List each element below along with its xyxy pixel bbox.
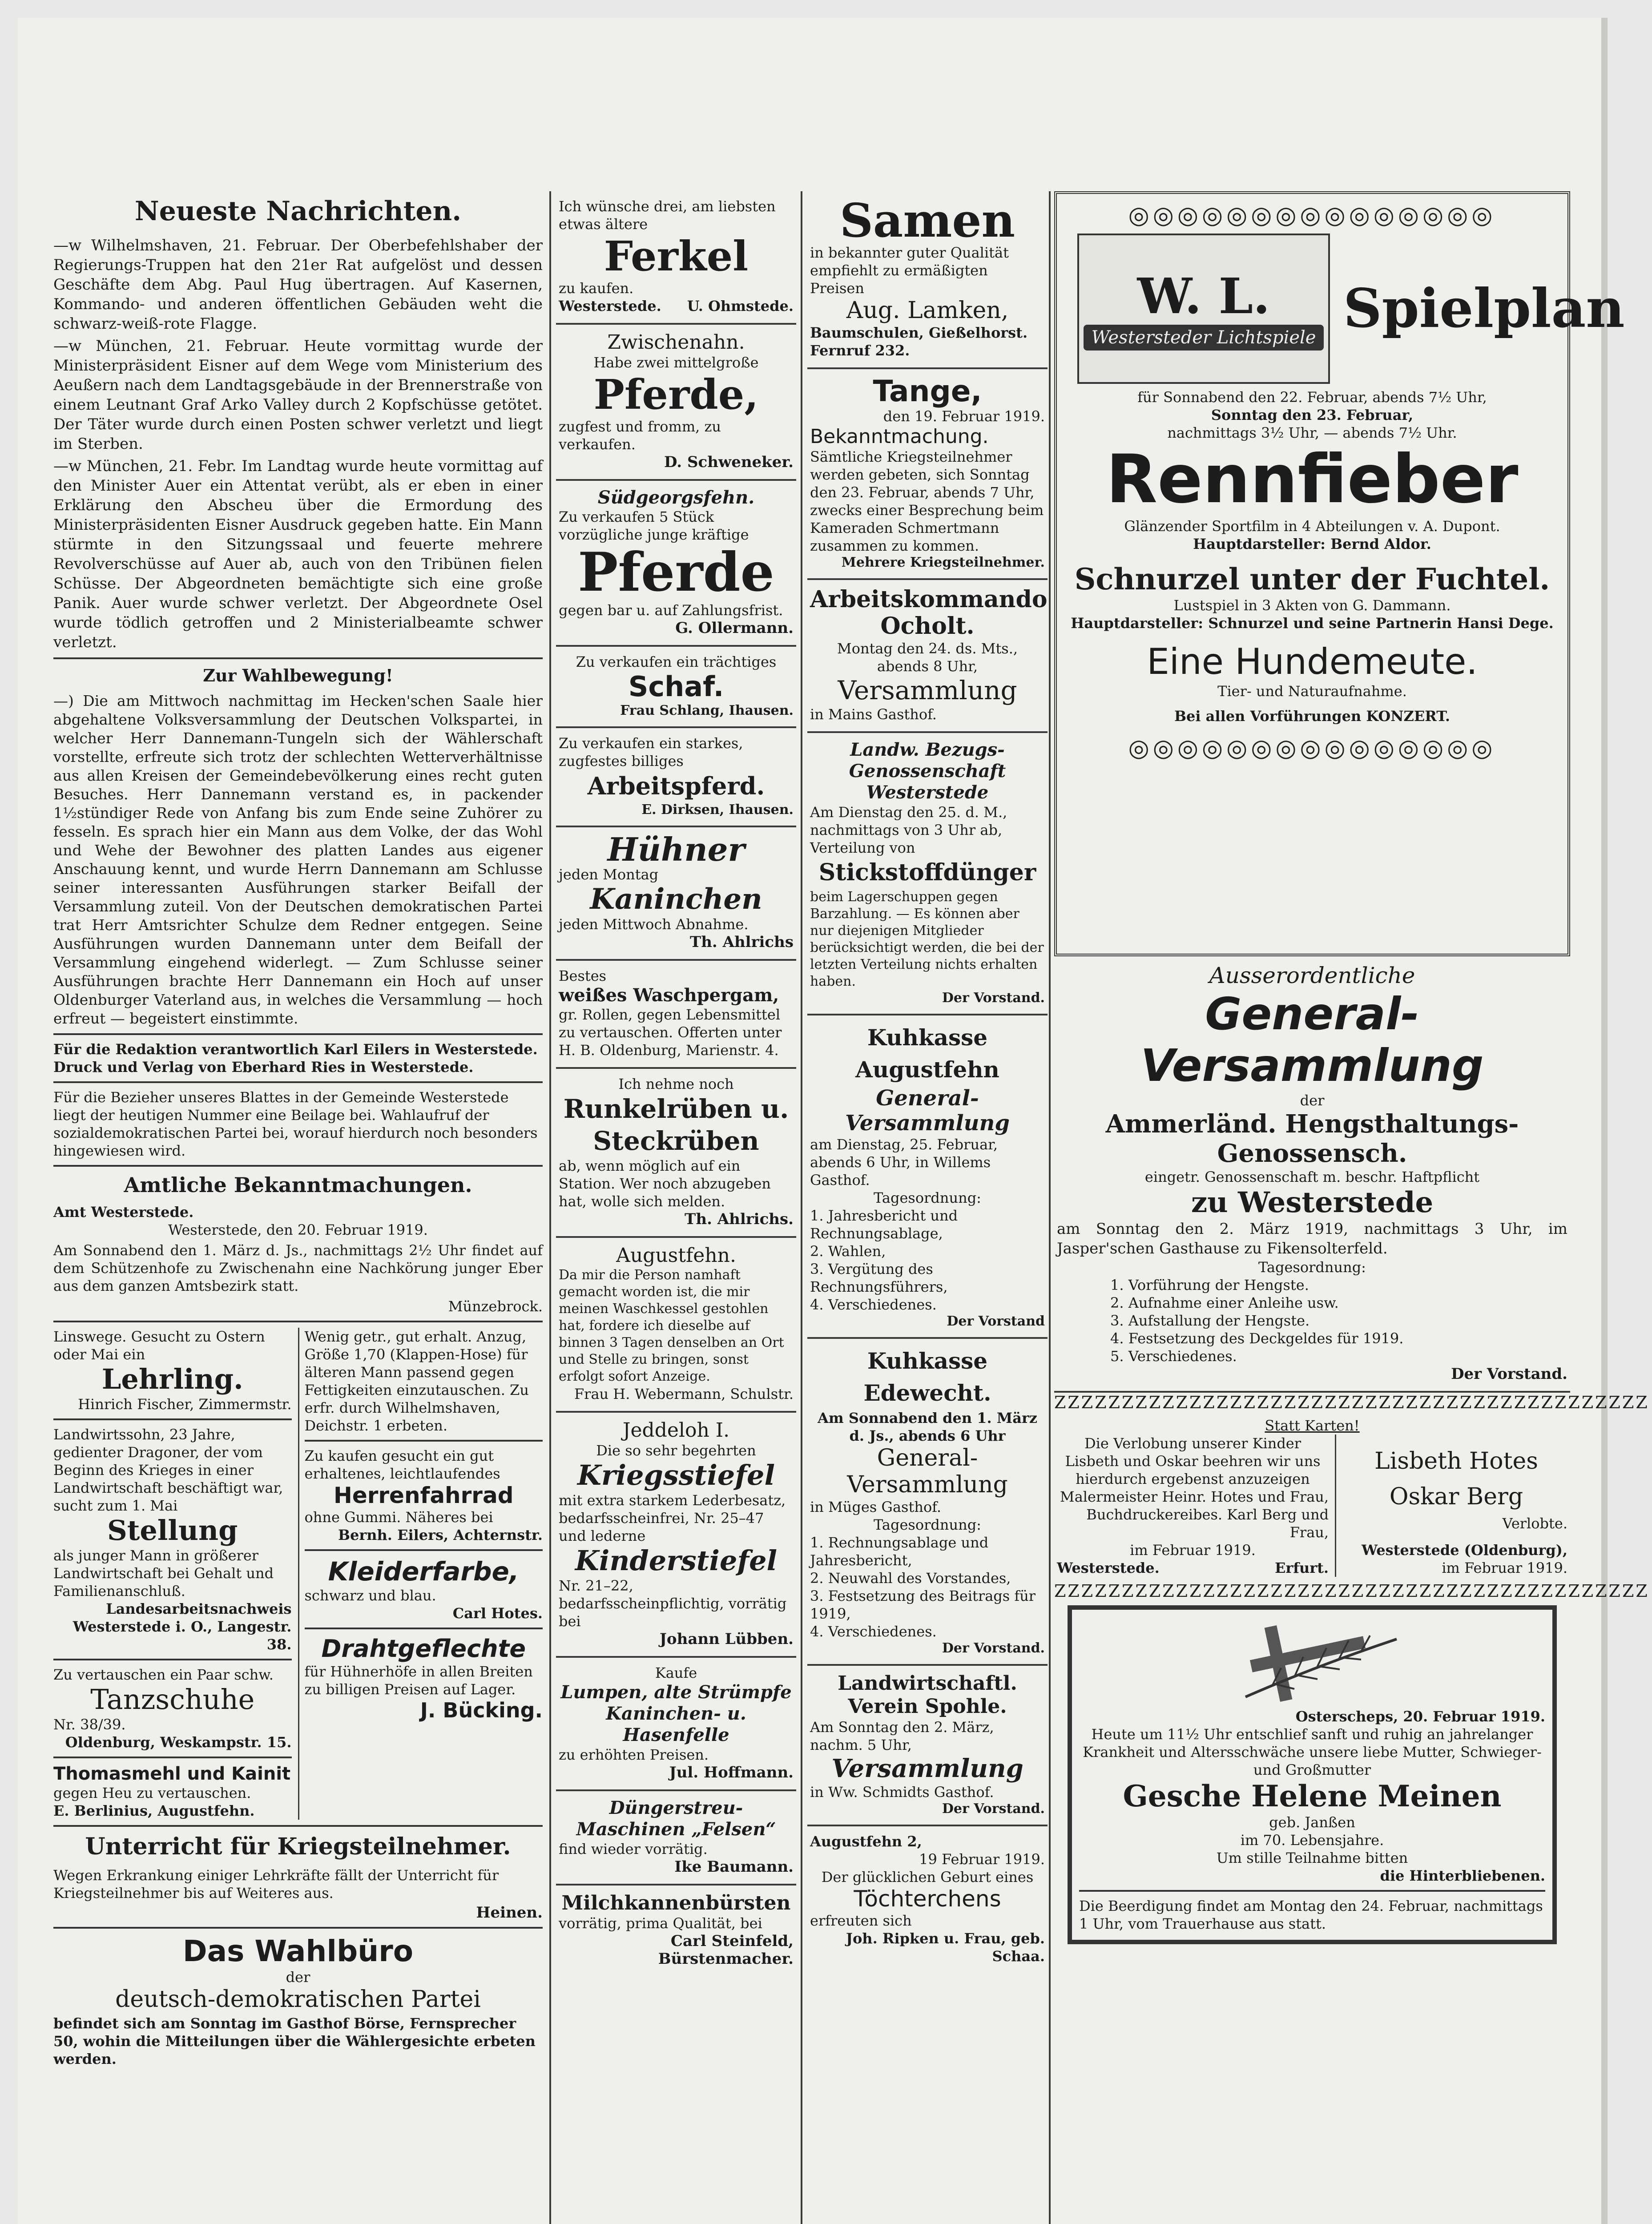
tod-age: im 70. Lebensjahre. (1240, 1832, 1384, 1849)
kk2-place: in Müges Gasthof. (810, 1499, 942, 1515)
ad-lichtspiele (1054, 191, 1625, 956)
verl-parent-1: Malermeister Heinr. Hotes und Frau, (1060, 1488, 1329, 1505)
kk1-item: 3. Vergütung des Rechnungsführers, (810, 1261, 948, 1295)
ad-tange (807, 369, 1048, 580)
pferde2-top: Zu verkaufen 5 Stück vorzügliche junge kräftige (559, 508, 749, 543)
swirl-border-icon: ◎◎◎◎◎◎◎◎◎◎◎◎◎◎◎ (1128, 734, 1496, 762)
logo-letters: W. L. (1137, 267, 1270, 325)
swirl-border-icon: ◎◎◎◎◎◎◎◎◎◎◎◎◎◎◎ (1128, 201, 1496, 229)
zigzag-rule: ZZZZZZZZZZZZZZZZZZZZZZZZZZZZZZZZZZZZZZZZZZZZ (1054, 1581, 1649, 1601)
schaf-top: Zu verkaufen ein trächtiges (576, 653, 777, 670)
verl-date-2: im Februar 1919. (1442, 1559, 1567, 1576)
ad-schaf (556, 647, 796, 728)
divider (53, 1927, 543, 1929)
verl-label: Verlobte. (1502, 1515, 1567, 1532)
verlobung-grid (1057, 1434, 1567, 1577)
newspaper-page (18, 18, 1649, 2224)
ak-place: in Mains Gasthof. (810, 706, 937, 723)
herren-top: Zu kaufen gesucht ein gut erhaltenes, leichtlaufendes (304, 1447, 500, 1482)
column-ads-3 (807, 191, 1048, 2224)
logo-banner: Westersteder Lichtspiele (1084, 325, 1324, 351)
kriegs-text: mit extra starkem Lederbesatz, bedarfsscheinfrei, Nr. 25–47 und lederne (559, 1492, 786, 1544)
divider (53, 1825, 543, 1827)
ad-kuhkasse-edewecht (807, 1339, 1048, 1666)
kk2-item: 3. Festsetzung des Beitrags für 1919, (810, 1587, 1036, 1622)
ad-milch (556, 1886, 796, 1976)
lichtspiele-header (1077, 234, 1625, 384)
verl-date: im Februar 1919. (1130, 1542, 1256, 1559)
ad-generalversammlung (1054, 956, 1570, 1393)
kk2-text: Am Sonnabend den 1. März d. Js., abends 6 Uhr (818, 1410, 1037, 1444)
film-hundemeute: Eine Hundemeute. (1147, 641, 1478, 682)
spielplan-date-2: Sonntag den 23. Februar, (1211, 407, 1414, 423)
divider (53, 657, 543, 659)
lehrling-big: Lehrling. (101, 1363, 243, 1395)
ad-kuhkasse-augustfehn (807, 1015, 1048, 1339)
amtlich-title: Amtliche Bekanntmachungen. (124, 1173, 472, 1197)
milch-big: Milchkannenbürsten (561, 1892, 791, 1914)
milch-text: vorrätig, prima Qualität, bei (559, 1915, 762, 1932)
tanz-sig: Oldenburg, Weskampstr. 15. (65, 1734, 292, 1751)
wahlbuero-der: der (286, 1969, 310, 1986)
thomas-text: gegen Heu zu vertauschen. (53, 1785, 251, 1801)
small-ads-right (298, 1328, 543, 1820)
spielplan-date: für Sonnabend den 22. Februar, abends 7½ Uhr, (1137, 389, 1487, 406)
kk1-big: General-Versammlung (845, 1086, 1010, 1136)
arbeit-sig: E. Dirksen, Ihausen. (641, 802, 794, 818)
ad-pferde-2 (556, 481, 796, 647)
divider (53, 1757, 292, 1758)
kaninchen-sig: Th. Ahlrichs (689, 933, 794, 951)
samen-name: Aug. Lamken, (846, 297, 1009, 324)
ad-waschpergam (556, 961, 796, 1069)
ad-ferkel (556, 191, 796, 325)
ad-todesanzeige (1068, 1605, 1557, 1944)
arbeit-big: Arbeitspferd. (587, 772, 765, 800)
herren-sig: Bernh. Eilers, Achternstr. (338, 1527, 543, 1543)
rennfieber-text: Glänzender Sportfilm in 4 Abteilungen v. A. Dupont. (1124, 518, 1500, 535)
film-schnurzel: Schnurzel unter der Fuchtel. (1074, 562, 1550, 596)
gv-place: zu Westerstede (1191, 1186, 1434, 1219)
geburt-text2: erfreuten sich (810, 1912, 912, 1929)
small-ads-left (53, 1328, 292, 1820)
spohle-sig: Der Vorstand. (942, 1801, 1045, 1817)
divider (53, 1659, 292, 1660)
amt-sig: Münzebrock. (448, 1298, 543, 1315)
divider (305, 1628, 543, 1629)
news-item: —w München, 21. Februar. Heute vormittag wurde der Ministerpräsident Eisner auf dem Wege vom Ministerium des Aeußern nach dem Landtagsgebäude in der Brennerstraße von einem Leutnant Graf Arko Valley durch 2 Kopfschüsse getötet. Der Täter wurde durch einen Posten schwer verletzt und liegt im Sterben. (53, 337, 543, 453)
bgw-text: Am Dienstag den 25. d. M., nachmittags von 3 Uhr ab, Verteilung von (810, 804, 1007, 856)
pferde2-place: Südgeorgsfehn. (597, 487, 755, 508)
statt-karten: Statt Karten! (1265, 1417, 1360, 1434)
spohle-text: Am Sonntag den 2. März, nachm. 5 Uhr, (810, 1719, 994, 1753)
unterricht-text: Wegen Erkrankung einiger Lehrkräfte fällt der Unterricht für Kriegsteilnehmer bis auf Weiteres aus. (53, 1867, 499, 1902)
ferkel-sig: U. Ohmstede. (687, 298, 794, 314)
kk1-item: 4. Verschiedenes. (810, 1296, 937, 1313)
pferde1-text: zugfest und fromm, zu verkaufen. (559, 418, 721, 453)
wasch-top: Bestes (559, 967, 607, 984)
wasch-big: weißes Waschpergam, (559, 985, 779, 1006)
draht-text: für Hühnerhöfe in allen Breiten zu billigen Preisen auf Lager. (304, 1663, 533, 1698)
lumpen-big: Lumpen, alte Strümpfe Kaninchen- u. Hasenfelle (560, 1682, 792, 1745)
herren-text: ohne Gummi. Näheres bei (304, 1509, 493, 1526)
ad-augustfehn (556, 1238, 796, 1413)
wahlbuero-title: Das Wahlbüro (182, 1934, 414, 1968)
divider (1079, 1890, 1545, 1892)
news-title: Neueste Nachrichten. (134, 196, 462, 227)
bgw-head: Landw. Bezugs-Genossenschaft Westerstede (849, 739, 1006, 803)
rennfieber-cast: Hauptdarsteller: Bernd Aldor. (1193, 536, 1431, 552)
tanz-big: Tanzschuhe (90, 1683, 255, 1716)
tange-sig: Mehrere Kriegsteilnehmer. (841, 555, 1045, 570)
schnurzel-cast: Hauptdarsteller: Schnurzel und seine Partnerin Hansi Dege. (1071, 615, 1554, 632)
gv-item: 4. Festsetzung des Deckgeldes für 1919. (1110, 1330, 1404, 1347)
gv-text: am Sonntag den 2. März 1919, nachmittags 3 Uhr, im Jasper'schen Gasthause zu Fikensolterfeld. (1057, 1220, 1567, 1257)
divider (305, 1440, 543, 1442)
duenger-sig: Ike Baumann. (674, 1858, 794, 1876)
kinder-big: Kinderstiefel (575, 1544, 778, 1577)
tod-sig: die Hinterbliebenen. (1380, 1867, 1545, 1884)
pferde1-big: Pferde, (593, 371, 759, 419)
bgw-text2: beim Lagerschuppen gegen Barzahlung. — Es können aber nur diejenigen Mitglieder berücksichtigt werden, die bei der letzten Verteilung nichts erhalten haben. (810, 889, 1044, 989)
zigzag-rule: ZZZZZZZZZZZZZZZZZZZZZZZZZZZZZZZZZZZZZZZZZZZZ (1054, 1393, 1649, 1412)
lumpen-text: zu erhöhten Preisen. (559, 1746, 709, 1763)
film-rennfieber: Rennfieber (1106, 441, 1519, 518)
stellung-top: Landwirtssohn, 23 Jahre, gedienter Dragoner, der vom Beginn des Krieges in einer Landwirtschaft beschäftigt war, sucht zum 1. Mai (53, 1426, 283, 1514)
bgw-big: Stickstoffdünger (818, 859, 1036, 886)
lehrling-sig: Hinrich Fischer, Zimmermstr. (78, 1396, 292, 1413)
spohle-place: in Ww. Schmidts Gasthof. (810, 1784, 994, 1801)
verl-name-2: Oskar Berg (1389, 1483, 1523, 1510)
geburt-sig: Joh. Ripken u. Frau, geb. Schaa. (846, 1930, 1045, 1965)
gv-item: 5. Verschiedenes. (1110, 1348, 1237, 1365)
divider (53, 1418, 292, 1420)
amt-text: Am Sonnabend den 1. März d. Js., nachmittags 2½ Uhr findet auf dem Schützenhofe zu Zwischenahn eine Nachkörung junger Eber aus dem ganzen Amtsbezirk statt. (53, 1242, 543, 1294)
aug-sig: Frau H. Webermann, Schulstr. (574, 1386, 794, 1402)
ad-verein-spohle (807, 1666, 1048, 1826)
kk2-item: 4. Verschiedenes. (810, 1623, 937, 1640)
ad-arbeitskommando (807, 580, 1048, 733)
ad-arbeitspferd (556, 728, 796, 827)
draht-big: Drahtgeflechte (321, 1635, 526, 1663)
kaninchen-text: jeden Mittwoch Abnahme. (559, 916, 749, 933)
small-ads-grid (53, 1328, 543, 1820)
bgw-sig: Der Vorstand. (942, 990, 1045, 1006)
beilage-note: Für die Bezieher unseres Blattes in der Gemeinde Westerstede liegt der heutigen Nummer eine Beilage bei. Wahlaufruf der sozialdemokratischen Partei bei, worauf hierdurch noch besonders hingewiesen wird. (53, 1089, 538, 1159)
stellung-big: Stellung (107, 1514, 238, 1547)
kleider-sig: Carl Hotes. (452, 1605, 543, 1622)
tod-place: Osterscheps, 20. Februar 1919. (1295, 1708, 1545, 1725)
ferkel-big: Ferkel (604, 232, 749, 280)
news-item: —w Wilhelmshaven, 21. Februar. Der Oberbefehlshaber der Regierungs-Truppen hat den 21er Rat aufgelöst und dessen Geschäfte dem Abg. Paul Hug übertragen. Auf Kasernen, Kommando- und anderen öffentlichen Gebäuden weht die schwarz-weiß-rote Flagge. (53, 237, 543, 333)
wahl-title: Zur Wahlbewegung! (203, 665, 393, 685)
ad-stiefel (556, 1413, 796, 1658)
runkel-top: Ich nehme noch (618, 1076, 734, 1092)
kleider-big: Kleiderfarbe, (328, 1556, 519, 1587)
milch-sig: Carl Steinfeld, Bürstenmacher. (658, 1932, 794, 1968)
ad-geburt (807, 1826, 1048, 1973)
verlobung-left (1057, 1434, 1336, 1577)
schaf-sig: Frau Schlang, Ihausen. (620, 703, 794, 718)
kaninchen-big: Kaninchen (590, 882, 762, 916)
kk2-to: Tagesordnung: (874, 1516, 981, 1533)
herren-big: Herrenfahrrad (333, 1483, 514, 1508)
jeddeloh: Jeddeloh I. (622, 1419, 730, 1442)
draht-sig: J. Bücking. (420, 1698, 543, 1722)
kk1-to: Tagesordnung: (874, 1189, 981, 1206)
verl-places (1057, 1559, 1329, 1577)
anzug-text: Wenig getr., gut erhalt. Anzug, Größe 1,70 (Klappen-Hose) für älteren Mann passend gegen Fettigkeiten einzutauschen. Zu erfr. durch Wilhelmshaven, Deichstr. 1 erbeten. (304, 1328, 529, 1434)
thomas-sig: E. Berlinius, Augustfehn. (53, 1802, 255, 1819)
ad-huehner-kaninchen (556, 827, 796, 961)
kk2-head: Kuhkasse Edewecht. (863, 1348, 991, 1406)
gv-item: 3. Aufstallung der Hengste. (1110, 1312, 1310, 1329)
column-rule (549, 191, 551, 2224)
schnurzel-text: Lustspiel in 3 Akten von G. Dammann. (1173, 597, 1451, 614)
kriegs-big: Kriegsstiefel (577, 1459, 775, 1491)
pferde2-big: Pferde (578, 541, 774, 604)
stellung-text: als junger Mann in größerer Landwirtschaft bei Gehalt und Familienanschluß. (53, 1547, 274, 1600)
wahl-text: —) Die am Mittwoch nachmittag im Hecken'schen Saale hier abgehaltene Volksversammlung der Deutschen Volkspartei, in welcher Herr Dannemann-Tungeln sich der Wählerschaft vorstellte, erfreute sich trotz der schlechten Wetterverhältnisse aus allen Kreisen der Gemeindebevölkerung eines recht guten Besuches. Herr Dannemann verstand es, in packender 1½stündiger Rede von Anfang bis zum Ende seine Zuhörer zu fesseln. Es sprach hier ein Mann aus dem Volke, der das Wohl und Wehe der Bewohner des platten Landes aus eigener Anschauung kennt, und wurde Herrn Dannemann am Schlusse seiner interessanten Ausführungen starker Beifall der Versammlung zuteil. Von der Deutschen demokratischen Partei trat Herr Amtsrichter Schulze dem Redner entgegen. Seine Ausführungen wurden Dannemann unter dem Beifall der Versammlung eingehend widerlegt. — Zum Schlusse seiner Ausführungen brachte Herr Dannemann ein Hoch auf unser Oldenburger Vaterland aus, in welches die Versammlung — hoch erfreut — begeistert einstimmte. (53, 692, 543, 1027)
spohle-big: Versammlung (831, 1754, 1023, 1783)
runkel-text: ab, wenn möglich auf ein Station. Wer noch abzugeben hat, wolle sich melden. (559, 1157, 771, 1210)
divider (53, 1165, 543, 1167)
geburt-big: Töchterchens (854, 1886, 1001, 1912)
lichtspiele-logo (1077, 234, 1330, 384)
amt-head: Amt Westerstede. (53, 1204, 194, 1221)
aug-place: Augustfehn. (616, 1244, 736, 1267)
hundemeute-text: Tier- und Naturaufnahme. (1217, 683, 1407, 700)
runkel-sig: Th. Ahlrichs. (685, 1210, 794, 1228)
tod-burial: Die Beerdigung findet am Montag den 24. Februar, nachmittags 1 Uhr, vom Trauerhause aus statt. (1079, 1898, 1543, 1932)
tange-text: Sämtliche Kriegsteilnehmer werden gebeten, sich Sonntag den 23. Februar, abends 7 Uhr, zwecks einer Besprechung beim Kameraden Schmertmann zusammen zu kommen. (810, 448, 1044, 554)
ferkel-top: Ich wünsche drei, am liebsten etwas ältere (559, 198, 776, 233)
wahlbuero-party: deutsch-demokratischen Partei (115, 1986, 481, 2013)
gv-big: General-Versammlung (1140, 988, 1484, 1092)
divider (53, 1033, 543, 1035)
kk1-item: 1. Jahresbericht und Rechnungsablage, (810, 1207, 958, 1242)
pferde1-top: Habe zwei mittelgroße (593, 354, 759, 371)
palm-cross-icon (1079, 1617, 1545, 1708)
gv-top: Ausserordentliche (1209, 963, 1415, 988)
tange-date: den 19. Februar 1919. (883, 408, 1045, 425)
divider (53, 1321, 543, 1322)
column-news (53, 191, 543, 2224)
huehner-text: jeden Montag (559, 866, 659, 883)
tange-big: Tange, (873, 374, 982, 408)
gv-item: 2. Aufnahme einer Anleihe usw. (1110, 1294, 1339, 1311)
ak-big: Arbeitskommando Ocholt. (810, 586, 1048, 640)
thomas-big: Thomasmehl und Kainit (53, 1764, 291, 1784)
ad-verlobung (1054, 1412, 1570, 1581)
ad-runkelrueben (556, 1069, 796, 1238)
konzert-note: Bei allen Vorführungen KONZERT. (1174, 708, 1451, 725)
pferde1-place: Zwischenahn. (607, 331, 745, 354)
pferde1-sig: D. Schweneker. (664, 453, 794, 471)
stellung-sig: Landesarbeitsnachweis Westerstede i. O., Langestr. 38. (73, 1600, 292, 1653)
tanz-top: Zu vertauschen ein Paar schw. (53, 1666, 274, 1683)
verl-place-1: Westerstede. (1057, 1559, 1160, 1576)
verl-place-2: Erfurt. (1274, 1559, 1329, 1576)
geburt-place: Augustfehn 2, (810, 1833, 922, 1850)
wasch-text: gr. Rollen, gegen Lebensmittel zu vertauschen. Offerten unter H. B. Oldenburg, Marienstr. 4. (559, 1006, 782, 1059)
duenger-text: find wieder vorrätig. (559, 1841, 708, 1857)
tod-big: Gesche Helene Meinen (1123, 1779, 1502, 1813)
spielplan-title: Spielplan (1343, 277, 1625, 340)
kinder-sig: Johann Lübben. (659, 1630, 794, 1648)
column-ads-4 (1054, 191, 1649, 2224)
ak-vers: Versammlung (838, 675, 1017, 705)
huehner-big: Hühner (607, 830, 745, 868)
verl-parent-2: Buchdruckereibes. Karl Berg und Frau, (1086, 1506, 1329, 1541)
kinder-text: Nr. 21–22, bedarfsscheinpflichtig, vorrätig bei (559, 1577, 787, 1630)
schaf-big: Schaf. (628, 670, 724, 703)
spohle-head: Landwirtschaftl. Verein Spohle. (838, 1672, 1017, 1718)
unterricht-sig: Heinen. (476, 1904, 543, 1922)
pferde2-sig: G. Ollermann. (675, 619, 794, 637)
news-item: —w München, 21. Febr. Im Landtag wurde heute vormittag auf den Minister Auer ein Attentat verübt, als er eben in einer Erklärung den Abscheu über die Ermordung des Ministerpräsidenten Eisner Ausdruck gegeben hatte. Ein Mann stürmte in den Sitzungssaal und feuerte mehrere Revolverschüsse auf Auer ab, auch von den Tribünen fielen Schüsse. Der Abgeordneten bemächtigte sich eine große Panik. Auer wurde schwer verletzt. Der Abgeordnete Osel wurde tödlich getroffen und 2 Ministerialbeamte schwer verletzt. (53, 457, 543, 651)
samen-text: in bekannter guter Qualität empfiehlt zu ermäßigten Preisen (810, 244, 1009, 297)
lumpen-top: Kaufe (655, 1664, 697, 1681)
kk1-item: 2. Wahlen, (810, 1243, 886, 1260)
pferde2-text: gegen bar u. auf Zahlungsfrist. (559, 602, 783, 619)
arbeit-top: Zu verkaufen ein starkes, zugfestes billiges (559, 735, 743, 770)
ad-duenger (556, 1791, 796, 1886)
ferkel-text: zu kaufen. (559, 280, 634, 297)
kk2-item: 2. Neuwahl des Vorstandes, (810, 1570, 1011, 1587)
ak-text: Montag den 24. ds. Mts., abends 8 Uhr, (837, 640, 1018, 675)
amt-date: Westerstede, den 20. Februar 1919. (168, 1221, 428, 1238)
gv-org2: eingetr. Genossenschaft m. beschr. Haftpflicht (1144, 1168, 1480, 1185)
ad-lumpen (556, 1658, 796, 1791)
impressum-publisher: Druck und Verlag von Eberhard Ries in Westerstede. (53, 1059, 474, 1076)
lumpen-sig: Jul. Hoffmann. (669, 1764, 794, 1781)
tod-text: Heute um 11½ Uhr entschlief sanft und ruhig an jahrelanger Krankheit und Altersschwäche unsere liebe Mutter, Schwieger- und Großmutter (1083, 1726, 1542, 1778)
ad-bezugsgenossenschaft (807, 733, 1048, 1015)
kleider-text: schwarz und blau. (304, 1587, 436, 1604)
kk1-head: Kuhkasse Augustfehn (855, 1024, 999, 1083)
column-rule (1049, 191, 1051, 2224)
kk2-sig: Der Vorstand. (942, 1640, 1045, 1656)
runkel-big: Runkelrüben u. Steckrüben (563, 1094, 789, 1156)
gv-sig: Der Vorstand. (1451, 1365, 1567, 1383)
samen-sig: Baumschulen, Gießelhorst. Fernruf 232. (810, 324, 1028, 359)
verlobung-right (1345, 1434, 1567, 1577)
tod-geb: geb. Janßen (1269, 1814, 1355, 1831)
gv-item: 1. Vorführung der Hengste. (1110, 1277, 1309, 1293)
wahlbuero-text: befindet sich am Sonntag im Gasthof Börse, Fernsprecher 50, wohin die Mitteilungen über die Wählergesichte erbeten werden. (53, 2015, 536, 2067)
kk1-text: am Dienstag, 25. Februar, abends 6 Uhr, in Willems Gasthof. (810, 1136, 998, 1189)
verl-name-1: Lisbeth Hotes (1374, 1448, 1538, 1475)
gv-der: der (1300, 1092, 1325, 1109)
kk2-item: 1. Rechnungsablage und Jahresbericht, (810, 1534, 989, 1569)
kk2-big: General-Versammlung (847, 1445, 1008, 1498)
ad-samen (807, 191, 1048, 369)
tanz-text: Nr. 38/39. (53, 1716, 126, 1733)
verl-text: Die Verlobung unserer Kinder Lisbeth und Oskar beehren wir uns hierdurch ergebenst anzuzeigen (1065, 1435, 1321, 1487)
kk1-sig: Der Vorstand (947, 1313, 1045, 1329)
aug-text: Da mir die Person namhaft gemacht worden ist, die mir meinen Waschkessel gestohlen hat, fordere ich dieselbe auf binnen 3 Tagen denselben an Ort und Stelle zu bringen, sonst erfolgt sofort Anzeige. (559, 1267, 784, 1384)
divider (305, 1549, 543, 1551)
verl-place-3: Westerstede (Oldenburg), (1361, 1542, 1567, 1559)
ad-pferde-1 (556, 325, 796, 481)
lehrling-top: Linswege. Gesucht zu Ostern oder Mai ein (53, 1328, 265, 1363)
divider (53, 1081, 543, 1083)
impressum-editor: Für die Redaktion verantwortlich Karl Eilers in Westerstede. (53, 1041, 538, 1058)
column-ads-2 (556, 191, 796, 2224)
samen-big: Samen (839, 193, 1015, 248)
column-rule (801, 191, 802, 2224)
gv-org: Ammerländ. Hengsthaltungs-Genossensch. (1105, 1109, 1519, 1168)
ferkel-footer (559, 297, 794, 315)
ferkel-place: Westerstede. (559, 298, 661, 314)
geburt-date: 19 Februar 1919. (919, 1851, 1045, 1868)
kriegs-top: Die so sehr begehrten (596, 1442, 756, 1459)
geburt-text: Der glücklichen Geburt eines (821, 1869, 1034, 1886)
unterricht-title: Unterricht für Kriegsteilnehmer. (85, 1833, 511, 1860)
tod-bitte: Um stille Teilnahme bitten (1216, 1849, 1408, 1866)
gv-to: Tagesordnung: (1258, 1259, 1366, 1276)
tange-head: Bekanntmachung. (810, 425, 989, 448)
duenger-big: Düngerstreu-Maschinen „Felsen“ (576, 1797, 776, 1840)
spielplan-date-3: nachmittags 3½ Uhr, — abends 7½ Uhr. (1167, 424, 1457, 441)
